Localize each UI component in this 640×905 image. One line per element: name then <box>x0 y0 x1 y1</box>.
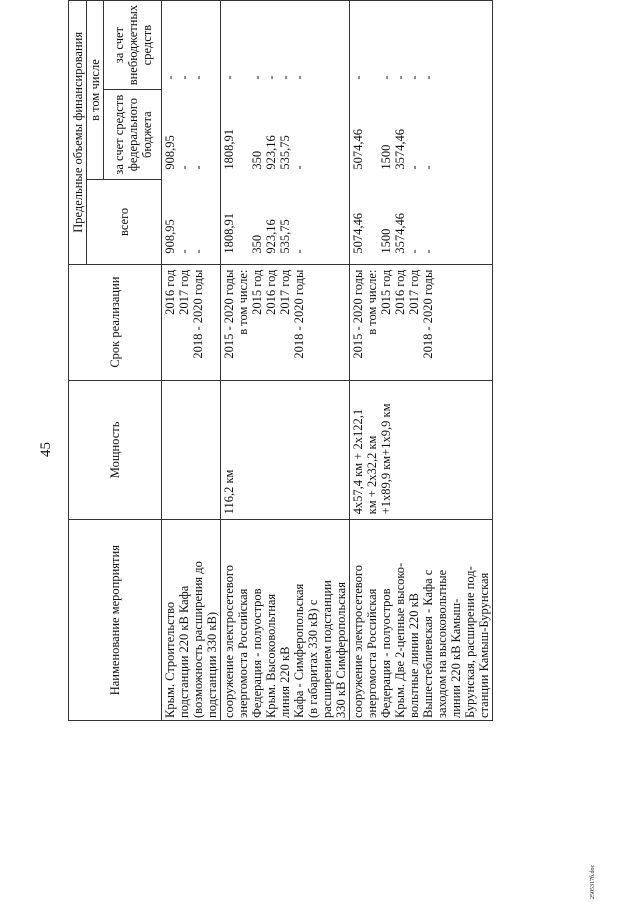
cell-line: - <box>407 165 421 170</box>
cell-line: - <box>177 249 191 254</box>
cell-line: - <box>292 249 306 254</box>
cell-line: - <box>351 75 365 80</box>
header-name: Наименование мероприятия <box>69 520 162 721</box>
cell-line: Бурунская, расширение под- <box>463 566 477 718</box>
cell-line: Крым. Две 2-цепные высоко- <box>393 562 407 718</box>
cell-name <box>350 520 493 721</box>
cell-line <box>365 183 379 254</box>
cell-line: 1500 <box>379 144 393 170</box>
cell-line: 923,16 <box>264 219 278 254</box>
cell-line <box>236 183 250 254</box>
cell-name <box>162 520 221 721</box>
cell-line: - <box>421 165 435 170</box>
cell-line: 330 кВ Симферопольская <box>334 582 348 718</box>
funding-table <box>68 0 493 721</box>
cell-name <box>221 520 350 721</box>
cell-line: энергомоста Российская <box>236 588 250 718</box>
cell-line: Вышестеблиевская - Кафа с <box>421 569 435 718</box>
cell-line <box>236 4 250 80</box>
footer-code: 2505317б.doc <box>590 864 596 899</box>
cell-line: - <box>407 249 421 254</box>
cell-line: 1500 <box>379 228 393 254</box>
cell-line: подстанции 220 кВ Кафа <box>177 585 191 718</box>
header-capacity: Мощность <box>69 380 162 520</box>
cell-line: 3574,46 <box>393 213 407 254</box>
cell-line: Крым. Высоковольтная <box>264 593 278 718</box>
cell-line: Федерация - полуостров <box>379 588 393 718</box>
cell-line: 908,95 <box>163 135 177 170</box>
cell-line: - <box>278 75 292 80</box>
cell-line: в том числе: <box>365 269 379 335</box>
cell-line: вольтные линии 220 кВ <box>407 593 421 718</box>
cell-line: км + 2x32,2 км <box>365 435 379 515</box>
cell-line: станции Камыш-Бурунская <box>477 572 491 718</box>
cell-line: 2015 год <box>379 269 393 315</box>
cell-line: 116,2 км <box>222 469 236 515</box>
cell-line: 535,75 <box>278 219 292 254</box>
cell-line: линии 220 кВ Камыш- <box>449 598 463 718</box>
cell-capacity <box>162 380 221 520</box>
cell-line: заходом на высоковольтные <box>435 569 449 718</box>
table-row <box>162 1 221 721</box>
cell-period <box>221 264 350 380</box>
header-funding-group: Предельные объемы финансирования <box>69 1 87 265</box>
header-including: в том числе <box>87 1 104 180</box>
cell-line: - <box>163 75 177 80</box>
cell-line: - <box>222 75 236 80</box>
cell-line: 3574,46 <box>393 129 407 170</box>
header-period: Срок реализации <box>69 264 162 380</box>
cell-period <box>350 264 493 380</box>
cell-line: 2016 год <box>163 269 177 315</box>
cell-line: 923,16 <box>264 135 278 170</box>
cell-line: расширением подстанции <box>320 580 334 718</box>
cell-line: 2018 - 2020 годы <box>292 269 306 359</box>
cell-line: (в габаритах 330 кВ) с <box>306 599 320 718</box>
cell-federal <box>350 90 493 180</box>
cell-line: - <box>264 75 278 80</box>
cell-line: линия 220 кВ <box>278 646 292 718</box>
cell-line: 1808,91 <box>222 129 236 170</box>
cell-line: подстанции 330 кВ) <box>205 612 219 718</box>
cell-period <box>162 264 221 380</box>
cell-line: 1808,91 <box>222 213 236 254</box>
cell-line: - <box>407 75 421 80</box>
cell-total <box>162 180 221 264</box>
cell-line: сооружение электросетевого <box>351 565 365 718</box>
cell-line: - <box>421 75 435 80</box>
cell-line: - <box>177 165 191 170</box>
cell-line: - <box>191 165 205 170</box>
cell-line: - <box>177 75 191 80</box>
cell-extrabudget <box>350 1 493 90</box>
cell-line: 2016 год <box>393 269 407 315</box>
cell-line: - <box>292 75 306 80</box>
cell-line: 5074,46 <box>351 213 365 254</box>
cell-line: 2017 год <box>407 269 421 315</box>
header-extrabudget: за счет внебюджетных средств <box>104 1 162 90</box>
header-total: всего <box>87 180 162 264</box>
cell-line: Федерация - полуостров <box>250 588 264 718</box>
cell-line: 2015 - 2020 годы <box>222 269 236 359</box>
cell-federal <box>162 90 221 180</box>
cell-capacity <box>221 380 350 520</box>
cell-line: - <box>250 75 264 80</box>
cell-line: - <box>191 75 205 80</box>
cell-line <box>365 93 379 170</box>
cell-line: 2018 - 2020 годы <box>191 269 205 359</box>
cell-federal <box>221 90 350 180</box>
cell-line: 2017 год <box>177 269 191 315</box>
cell-line: 4x57,4 км + 2x122,1 <box>351 408 365 515</box>
cell-line: 2018 - 2020 годы <box>421 269 435 359</box>
cell-line: - <box>292 165 306 170</box>
cell-total <box>221 180 350 264</box>
cell-total <box>350 180 493 264</box>
cell-line: энергомоста Российская <box>365 588 379 718</box>
cell-line: 350 <box>250 234 264 254</box>
cell-line: - <box>393 75 407 80</box>
cell-line: (возможность расширения до <box>191 561 205 718</box>
cell-line: 5074,46 <box>351 129 365 170</box>
cell-line: Крым. Строительство <box>163 601 177 718</box>
cell-line <box>236 93 250 170</box>
cell-line: в том числе: <box>236 269 250 335</box>
cell-line: 2016 год <box>264 269 278 315</box>
cell-capacity <box>350 380 493 520</box>
cell-line: сооружение электросетевого <box>222 565 236 718</box>
cell-line: 2015 - 2020 годы <box>351 269 365 359</box>
cell-extrabudget <box>221 1 350 90</box>
cell-line: - <box>421 249 435 254</box>
page-number: 45 <box>38 442 54 457</box>
cell-line: - <box>379 75 393 80</box>
cell-line <box>365 4 379 80</box>
table-body <box>162 1 493 721</box>
table-row <box>221 1 350 721</box>
table-row <box>350 1 493 721</box>
cell-line: - <box>191 249 205 254</box>
cell-line: Кафа - Симферопольская <box>292 583 306 718</box>
cell-line: 535,75 <box>278 135 292 170</box>
cell-line: 908,95 <box>163 219 177 254</box>
cell-line: 2015 год <box>250 269 264 315</box>
cell-line: 350 <box>250 150 264 170</box>
cell-line: 2017 год <box>278 269 292 315</box>
cell-line: +1x89,9 км+1x9,9 км <box>379 403 393 515</box>
header-federal: за счет средств федерального бюджета <box>104 90 162 180</box>
cell-extrabudget <box>162 1 221 90</box>
